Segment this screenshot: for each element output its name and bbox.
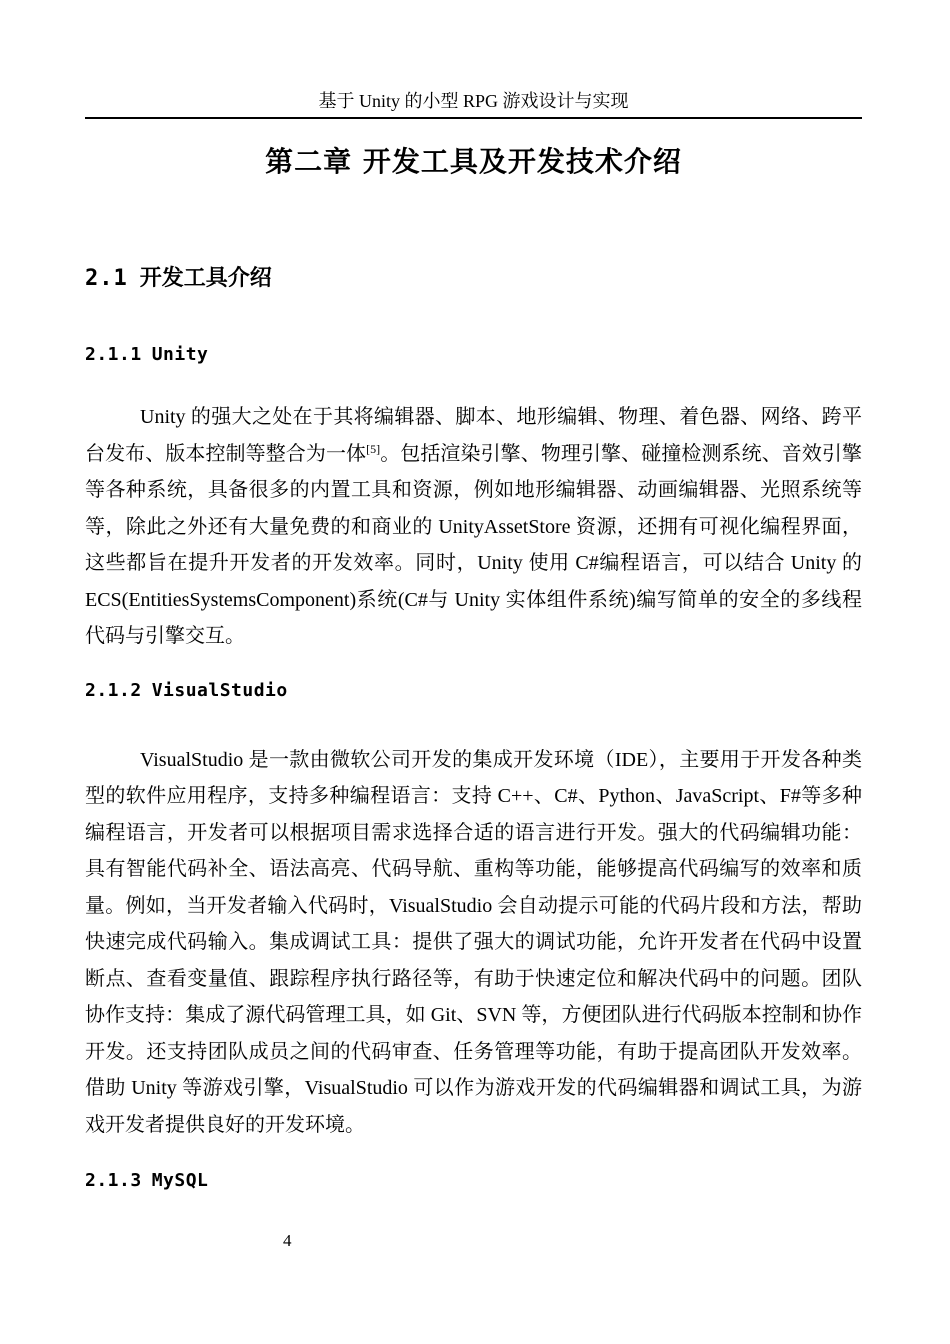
subsection-title: Unity xyxy=(151,344,209,365)
subsection-heading-2-1-2 xyxy=(85,679,862,702)
page-number: 4 xyxy=(283,1231,292,1250)
subsection-heading-2-1-1 xyxy=(85,343,862,366)
subsection-number: 2.1.1 xyxy=(85,344,142,365)
running-header xyxy=(85,0,862,119)
subsection-title: VisualStudio xyxy=(151,679,288,701)
section-number: 2.1 xyxy=(85,266,128,291)
section-title: 开发工具介绍 xyxy=(139,266,272,291)
paragraph-unity-text-2: 。包括渲染引擎、物理引擎、碰撞检测系统、音效引擎等各种系统，具备很多的内置工具和资源，例如地形编辑器、动画编辑器、光照系统等等，除此之外还有大量免费的和商业的 UnityAssetStore 资源，还拥有可视化编程界面，这些都旨在提升开发者的开发效率。同时，Unity 使用 C#编程语言，可以结合 Unity 的 ECS(EntitiesSystemsComponent)系统(C#与 Unity 实体组件系统)编写简单的安全的多线程代码与引擎交互。 xyxy=(85,442,863,647)
citation-marker-5: [5] xyxy=(366,441,381,456)
running-header-title: 基于 Unity 的小型 RPG 游戏设计与实现 xyxy=(318,91,629,111)
subsection-number: 2.1.2 xyxy=(85,679,142,701)
chapter-title: 第二章 开发工具及开发技术介绍 xyxy=(265,145,682,178)
section-heading-2-1 xyxy=(85,265,862,293)
subsection-number: 2.1.3 xyxy=(85,1170,142,1191)
paragraph-unity-text-1: Unity 的强大之处在于其将编辑器、脚本、地形编辑、物理、着色器、网络、跨平台发布、版本控制等整合为一体 xyxy=(85,406,862,465)
paragraph-unity xyxy=(85,399,862,655)
subsection-heading-2-1-3 xyxy=(85,1169,862,1192)
subsection-title: MySQL xyxy=(151,1170,209,1191)
paragraph-visualstudio: VisualStudio 是一款由微软公司开发的集成开发环境（IDE），主要用于开发各种类型的软件应用程序，支持多种编程语言：支持 C++、C#、Python、JavaScript、F#等多种编程语言，开发者可以根据项目需求选择合适的语言进行开发。强大的代码编辑功能：具有智能代码补全、语法高亮、代码导航、重构等功能，能够提高代码编写的效率和质量。例如，当开发者输入代码时，VisualStudio 会自动提示可能的代码片段和方法，帮助快速完成代码输入。集成调试工具：提供了强大的调试功能，允许开发者在代码中设置断点、查看变量值、跟踪程序执行路径等，有助于快速定位和解决代码中的问题。团队协作支持：集成了源代码管理工具，如 Git、SVN 等，方便团队进行代码版本控制和协作开发。还支持团队成员之间的代码审查、任务管理等功能，有助于提高团队开发效率。借助 Unity 等游戏引擎，VisualStudio 可以作为游戏开发的代码编辑器和调试工具，为游戏开发者提供良好的开发环境。 xyxy=(85,748,862,1136)
